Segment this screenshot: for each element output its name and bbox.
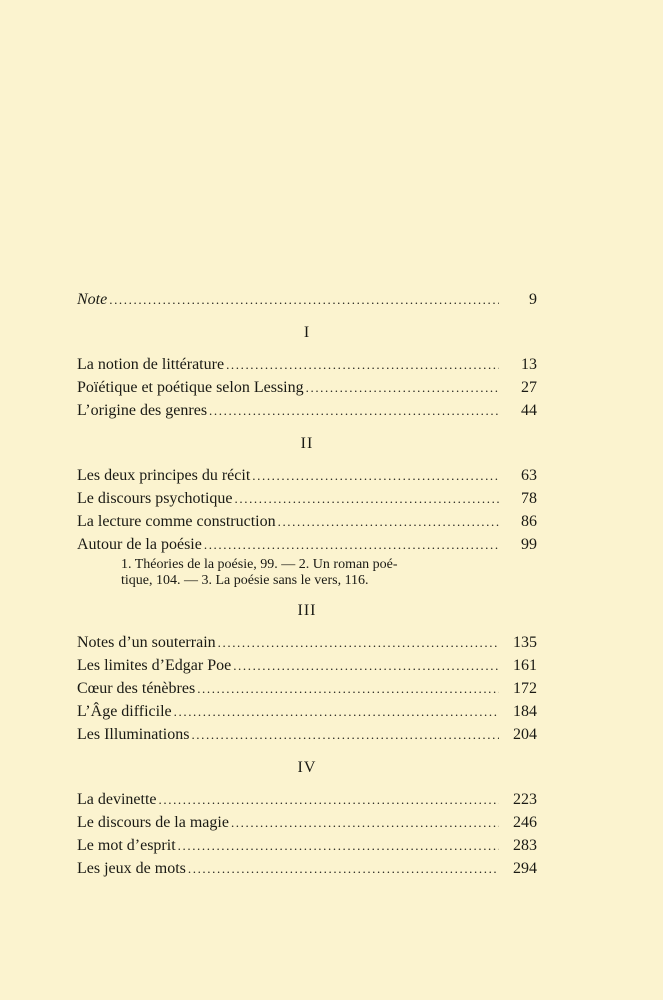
- toc-entry: [77, 857, 537, 880]
- toc-entry-title: Autour de la poésie: [77, 536, 202, 553]
- toc-entry-page: 44: [521, 402, 537, 419]
- dot-leader: [306, 376, 499, 399]
- section-heading-iv: IV: [297, 759, 317, 776]
- toc-entry: [77, 700, 537, 723]
- toc-entry-title: Poïétique et poétique selon Lessing: [77, 379, 304, 396]
- dot-leader: [191, 723, 499, 746]
- toc-entry-title: La lecture comme construction: [77, 513, 276, 530]
- toc-entry: [77, 834, 537, 857]
- toc-entry: [77, 654, 537, 677]
- toc-entry: [77, 533, 537, 556]
- table-of-contents: [77, 288, 537, 880]
- toc-entry-title: Les limites d’Edgar Poe: [77, 657, 232, 674]
- dot-leader: [233, 654, 499, 677]
- toc-entry-title: Le discours psychotique: [77, 490, 233, 507]
- toc-entry-note: [77, 288, 537, 311]
- dot-leader: [235, 487, 499, 510]
- toc-entry-title: Notes d’un souterrain: [77, 634, 216, 651]
- toc-entry-title: Le discours de la magie: [77, 814, 229, 831]
- dot-leader: [209, 399, 499, 422]
- dot-leader: [204, 533, 499, 556]
- subentries-line: 1. Théories de la poésie, 99. — 2. Un roman poé-: [121, 557, 398, 572]
- toc-entry: [77, 677, 537, 700]
- toc-entry-page: 9: [529, 291, 537, 308]
- dot-leader: [231, 811, 499, 834]
- toc-entry: [77, 399, 537, 422]
- dot-leader: [188, 857, 499, 880]
- dot-leader: [197, 677, 499, 700]
- dot-leader: [226, 353, 499, 376]
- toc-entry: [77, 376, 537, 399]
- toc-entry-page: 27: [521, 379, 537, 396]
- toc-entry: [77, 631, 537, 654]
- dot-leader: [218, 631, 499, 654]
- toc-entry-page: 13: [521, 356, 537, 373]
- toc-entry-page: 63: [521, 467, 537, 484]
- toc-entry-page: 78: [521, 490, 537, 507]
- toc-entry-title: Les jeux de mots: [77, 860, 186, 877]
- toc-entry: [77, 464, 537, 487]
- toc-entry-page: 135: [513, 634, 537, 651]
- toc-entry-page: 172: [513, 680, 537, 697]
- toc-entry: [77, 723, 537, 746]
- toc-entry-page: 161: [513, 657, 537, 674]
- section-heading-i: I: [303, 324, 311, 341]
- toc-entry-title: Le mot d’esprit: [77, 837, 176, 854]
- dot-leader: [252, 464, 499, 487]
- toc-entry-title: Les deux principes du récit: [77, 467, 251, 484]
- toc-entry-page: 86: [521, 513, 537, 530]
- toc-entry-title: Les Illuminations: [77, 726, 190, 743]
- dot-leader: [174, 700, 499, 723]
- toc-entry-title: La notion de littérature: [77, 356, 225, 373]
- toc-entry-title: Note: [77, 291, 108, 308]
- dot-leader: [159, 788, 499, 811]
- toc-entry-title: Cœur des ténèbres: [77, 680, 196, 697]
- toc-entry-page: 294: [513, 860, 537, 877]
- toc-entry-title: La devinette: [77, 791, 157, 808]
- dot-leader: [109, 288, 499, 311]
- toc-entry: [77, 353, 537, 376]
- toc-entry-page: 246: [513, 814, 537, 831]
- toc-entry-page: 184: [513, 703, 537, 720]
- toc-entry: [77, 487, 537, 510]
- toc-entry: [77, 510, 537, 533]
- toc-entry: [77, 811, 537, 834]
- toc-entry-page: 223: [513, 791, 537, 808]
- dot-leader: [278, 510, 499, 533]
- toc-entry: [77, 788, 537, 811]
- toc-subentries: [121, 557, 493, 589]
- section-heading-ii: II: [300, 435, 314, 452]
- toc-entry-page: 204: [513, 726, 537, 743]
- toc-entry-title: L’origine des genres: [77, 402, 208, 419]
- toc-entry-page: 99: [521, 536, 537, 553]
- subentries-line: tique, 104. — 3. La poésie sans le vers, 116.: [121, 573, 369, 588]
- dot-leader: [178, 834, 499, 857]
- toc-entry-page: 283: [513, 837, 537, 854]
- section-heading-iii: III: [297, 602, 317, 619]
- toc-entry-title: L’Âge difficile: [77, 703, 172, 720]
